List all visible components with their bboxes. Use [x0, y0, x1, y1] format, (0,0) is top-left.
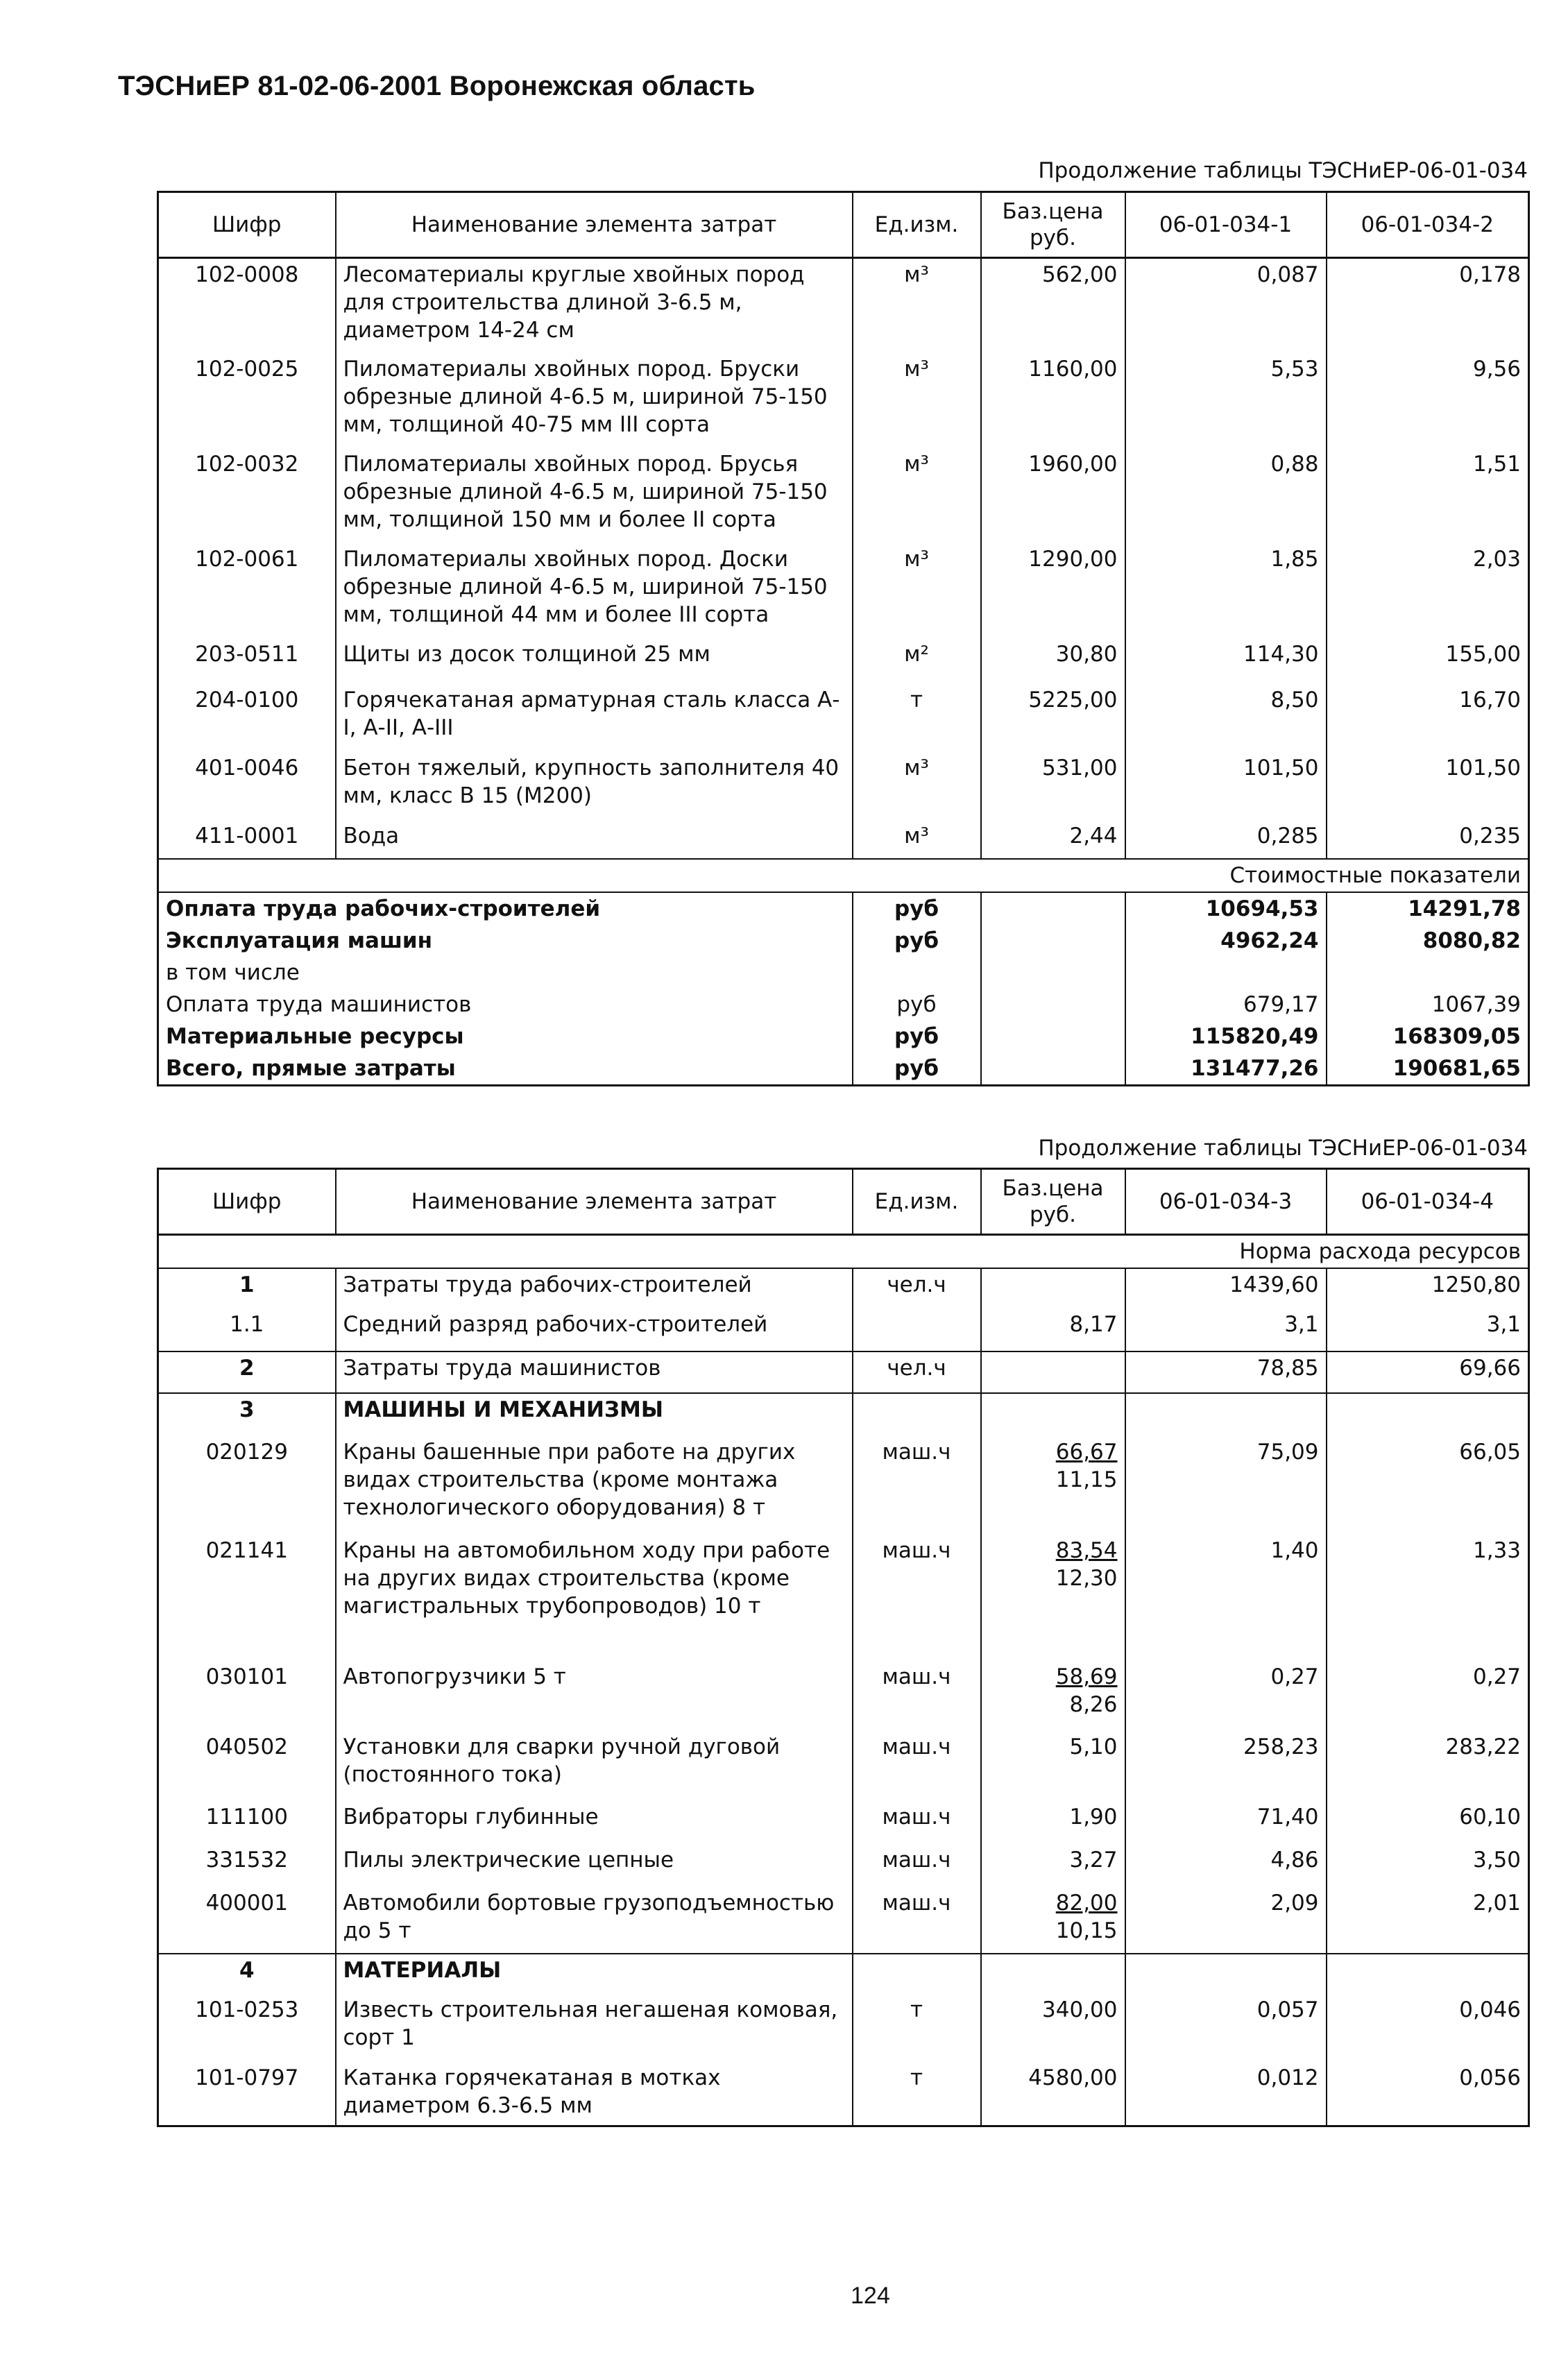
row-value-2: 0,046: [1459, 1997, 1521, 2022]
row-code: 3: [158, 1393, 336, 1436]
table-row: [158, 1801, 1529, 1844]
row-value-1: 0,087: [1125, 258, 1327, 353]
summary-value-2: [1327, 957, 1529, 989]
col-unit-header: Ед.изм.: [853, 1169, 981, 1235]
row-value-2: 69,66: [1327, 1351, 1529, 1393]
summary-label: Оплата труда рабочих-строителей: [158, 892, 853, 925]
row-price: [981, 1268, 1125, 1308]
row-price: 4580,00: [981, 2062, 1125, 2126]
row-name: Вибраторы глубинные: [336, 1801, 853, 1844]
table-row: [158, 1844, 1529, 1887]
price-operator-wage: 8,26: [1069, 1692, 1118, 1717]
price-operator-wage: 12,30: [1055, 1566, 1118, 1591]
row-value-2: 155,00: [1445, 641, 1521, 667]
row-value-2: 9,56: [1472, 356, 1521, 382]
col-unit-header: Ед.изм.: [853, 192, 981, 258]
row-name: Затраты труда машинистов: [336, 1351, 853, 1393]
row-price: [981, 1887, 1125, 1954]
row-name: Известь строительная негашеная комовая, сорт 1: [336, 1994, 853, 2062]
row-price: 2,44: [981, 820, 1125, 859]
row-unit: т: [853, 1994, 981, 2062]
row-code: 4: [158, 1954, 336, 1994]
row-value-1: 0,285: [1125, 820, 1327, 859]
summary-value-1: 10694,53: [1125, 892, 1327, 925]
col-v1-header: 06-01-034-1: [1125, 192, 1327, 258]
row-code: 101-0797: [158, 2062, 336, 2126]
summary-price: [981, 892, 1125, 925]
row-value-1: 0,88: [1125, 448, 1327, 543]
price-base: 82,00: [1055, 1891, 1118, 1916]
row-unit: [853, 1954, 981, 1994]
summary-row: [158, 989, 1529, 1021]
row-name: Краны на автомобильном ходу при работе на других видах строительства (кроме магистральных трубопроводов) 10 т: [336, 1535, 853, 1661]
summary-unit: руб: [853, 925, 981, 957]
row-price: 1290,00: [981, 543, 1125, 638]
price-base: 66,67: [1055, 1440, 1118, 1465]
summary-row: [158, 925, 1529, 957]
summary-value-2: 168309,05: [1392, 1023, 1521, 1049]
row-unit: маш.ч: [853, 1731, 981, 1801]
row-name: Катанка горячекатаная в мотках диаметром 6.3-6.5 мм: [336, 2062, 853, 2126]
row-price: 562,00: [981, 258, 1125, 353]
row-value-2: 3,50: [1472, 1848, 1521, 1873]
col-code-header: Шифр: [158, 192, 336, 258]
summary-row: [158, 1052, 1529, 1086]
row-value-1: 3,1: [1125, 1308, 1327, 1351]
row-unit: маш.ч: [853, 1844, 981, 1887]
row-value-1: 1439,60: [1125, 1268, 1327, 1308]
summary-price: [981, 1021, 1125, 1052]
table1-header-row: [158, 192, 1529, 258]
row-price: [981, 1535, 1125, 1661]
row-name: Затраты труда рабочих-строителей: [336, 1268, 853, 1308]
row-value-1: [1125, 1954, 1327, 1994]
row-unit: м³: [853, 820, 981, 859]
row-price: 531,00: [981, 752, 1125, 820]
row-price: [981, 1661, 1125, 1731]
group-header-row: [158, 1954, 1529, 1994]
summary-value-2: 14291,78: [1327, 892, 1529, 925]
summary-price: [981, 1052, 1125, 1086]
col-price-header: Баз.цена руб.: [981, 192, 1125, 258]
row-unit: м³: [853, 353, 981, 448]
row-code: 102-0032: [158, 448, 336, 543]
summary-value-2: 8080,82: [1422, 928, 1521, 953]
row-value-1: 1,85: [1125, 543, 1327, 638]
row-value-2: 1,33: [1472, 1538, 1521, 1563]
row-value-1: 5,53: [1125, 353, 1327, 448]
row-code: 101-0253: [158, 1994, 336, 2062]
row-value-1: 0,27: [1125, 1661, 1327, 1731]
row-value-2: 0,056: [1459, 2065, 1521, 2090]
summary-value-1: 131477,26: [1125, 1052, 1327, 1086]
summary-value-1: 679,17: [1125, 989, 1327, 1021]
row-unit: маш.ч: [853, 1661, 981, 1731]
row-name: Горячекатаная арматурная сталь класса А-I, А-II, А-III: [336, 684, 853, 752]
col-name-header: Наименование элемента затрат: [336, 1169, 853, 1235]
row-unit: т: [853, 2062, 981, 2126]
col-v2-header: 06-01-034-4: [1327, 1169, 1529, 1235]
row-value-2: 0,178: [1459, 262, 1521, 287]
row-price: 30,80: [981, 638, 1125, 684]
summary-unit: руб: [853, 1021, 981, 1052]
table-row: [158, 543, 1529, 638]
row-price: [981, 1436, 1125, 1535]
summary-unit: руб: [853, 892, 981, 925]
summary-row: [158, 1021, 1529, 1052]
row-value-2: 2,01: [1472, 1891, 1521, 1916]
row-name: Автопогрузчики 5 т: [336, 1661, 853, 1731]
row-code: 204-0100: [158, 684, 336, 752]
row-code: 102-0025: [158, 353, 336, 448]
row-value-1: 114,30: [1125, 638, 1327, 684]
summary-unit: руб: [853, 989, 981, 1021]
row-name: Щиты из досок толщиной 25 мм: [336, 638, 853, 684]
row-name: Пиломатериалы хвойных пород. Бруски обрезные длиной 4-6.5 м, шириной 75-150 мм, толщиной 40-75 мм III сорта: [336, 353, 853, 448]
row-unit: маш.ч: [853, 1887, 981, 1954]
row-name: Бетон тяжелый, крупность заполнителя 40 мм, класс В 15 (М200): [336, 752, 853, 820]
row-value-2: 101,50: [1445, 755, 1521, 781]
row-value-1: 8,50: [1125, 684, 1327, 752]
row-code: 020129: [158, 1436, 336, 1535]
summary-price: [981, 957, 1125, 989]
row-value-2: [1327, 1393, 1529, 1436]
row-price: [981, 1393, 1125, 1436]
row-unit: маш.ч: [853, 1801, 981, 1844]
table-row: [158, 638, 1529, 684]
row-name: Средний разряд рабочих-строителей: [336, 1308, 853, 1351]
summary-label: Эксплуатация машин: [158, 925, 853, 957]
row-value-1: 71,40: [1125, 1801, 1327, 1844]
row-unit: маш.ч: [853, 1535, 981, 1661]
col-v2-header: 06-01-034-2: [1327, 192, 1529, 258]
table-row: [158, 1308, 1529, 1351]
row-value-2: 283,22: [1445, 1734, 1521, 1759]
row-name: Пиломатериалы хвойных пород. Доски обрезные длиной 4-6.5 м, шириной 75-150 мм, толщиной 44 мм и более III сорта: [336, 543, 853, 638]
price-operator-wage: 11,15: [1055, 1467, 1118, 1492]
row-price: 3,27: [981, 1844, 1125, 1887]
table-row: [158, 1268, 1529, 1308]
row-value-1: 4,86: [1125, 1844, 1327, 1887]
table-row: [158, 1535, 1529, 1661]
summary-row: [158, 892, 1529, 925]
row-unit: чел.ч: [853, 1268, 981, 1308]
summary-value-1: 115820,49: [1125, 1021, 1327, 1052]
row-unit: т: [853, 684, 981, 752]
row-value-2: 0,235: [1459, 823, 1521, 848]
row-code: 030101: [158, 1661, 336, 1731]
summary-price: [981, 989, 1125, 1021]
row-value-2: 60,10: [1459, 1805, 1521, 1830]
row-price: 1160,00: [981, 353, 1125, 448]
row-value-1: 2,09: [1125, 1887, 1327, 1954]
row-price: 8,17: [981, 1308, 1125, 1351]
row-code: 021141: [158, 1535, 336, 1661]
table-row: [158, 448, 1529, 543]
table-row: [158, 1661, 1529, 1731]
row-unit: [853, 1393, 981, 1436]
row-name: Пиломатериалы хвойных пород. Брусья обрезные длиной 4-6.5 м, шириной 75-150 мм, толщиной 150 мм и более II сорта: [336, 448, 853, 543]
price-operator-wage: 10,15: [1055, 1918, 1118, 1943]
row-code: 2: [158, 1351, 336, 1393]
row-value-2: 1250,80: [1431, 1272, 1521, 1297]
table-row: [158, 1887, 1529, 1954]
table-row: [158, 1731, 1529, 1801]
row-name: Краны башенные при работе на других видах строительства (кроме монтажа технологического оборудования) 8 т: [336, 1436, 853, 1535]
summary-value-2: 1067,39: [1431, 991, 1521, 1017]
table-row: [158, 752, 1529, 820]
price-base: 58,69: [1055, 1664, 1118, 1689]
table-row: [158, 353, 1529, 448]
row-value-1: [1125, 1393, 1327, 1436]
row-price: 5,10: [981, 1731, 1125, 1801]
row-code: 102-0061: [158, 543, 336, 638]
row-code: 401-0046: [158, 752, 336, 820]
row-code: 411-0001: [158, 820, 336, 859]
row-name: МАТЕРИАЛЫ: [336, 1954, 853, 1994]
table-row: [158, 820, 1529, 859]
section-row: [158, 1235, 1529, 1269]
table-row: [158, 684, 1529, 752]
row-value-2: 16,70: [1459, 687, 1521, 713]
summary-price: [981, 925, 1125, 957]
table-row: [158, 1436, 1529, 1535]
summary-row: [158, 957, 1529, 989]
row-value-1: 78,85: [1125, 1351, 1327, 1393]
row-unit: маш.ч: [853, 1436, 981, 1535]
summary-value-1: 4962,24: [1125, 925, 1327, 957]
row-value-1: 258,23: [1125, 1731, 1327, 1801]
col-name-header: Наименование элемента затрат: [336, 192, 853, 258]
row-value-1: 1,40: [1125, 1535, 1327, 1661]
row-price: 5225,00: [981, 684, 1125, 752]
resource-cost-table-1: [157, 191, 1530, 1086]
page-number: 124: [851, 2283, 890, 2309]
row-name: Установки для сварки ручной дуговой (постоянного тока): [336, 1731, 853, 1801]
row-value-1: 101,50: [1125, 752, 1327, 820]
table1-caption: Продолжение таблицы ТЭСНиЕР-06-01-034: [1038, 158, 1528, 183]
row-value-1: 75,09: [1125, 1436, 1327, 1535]
col-code-header: Шифр: [158, 1169, 336, 1235]
row-price: [981, 1954, 1125, 1994]
summary-label: Всего, прямые затраты: [158, 1052, 853, 1086]
summary-unit: руб: [853, 1052, 981, 1086]
table2-caption: Продолжение таблицы ТЭСНиЕР-06-01-034: [1038, 1136, 1528, 1161]
row-price: 340,00: [981, 1994, 1125, 2062]
document-title: ТЭСНиЕР 81-02-06-2001 Воронежская область: [118, 71, 756, 101]
row-unit: м³: [853, 258, 981, 353]
section-label: Стоимостные показатели: [158, 859, 1529, 892]
table-row: [158, 1351, 1529, 1393]
resource-cost-table-2: [157, 1168, 1530, 2127]
row-value-2: 66,05: [1459, 1440, 1521, 1465]
row-value-1: 0,012: [1125, 2062, 1327, 2126]
table-row: [158, 2062, 1529, 2126]
row-value-2: 0,27: [1472, 1664, 1521, 1689]
row-value-2: [1327, 1954, 1529, 1994]
summary-value-2: 190681,65: [1392, 1055, 1521, 1081]
group-header-row: [158, 1393, 1529, 1436]
price-base: 83,54: [1055, 1538, 1118, 1563]
row-code: 040502: [158, 1731, 336, 1801]
row-code: 203-0511: [158, 638, 336, 684]
row-unit: м³: [853, 752, 981, 820]
row-code: 102-0008: [158, 258, 336, 353]
row-name: МАШИНЫ И МЕХАНИЗМЫ: [336, 1393, 853, 1436]
row-value-2: 1,51: [1472, 451, 1521, 477]
section-label: Норма расхода ресурсов: [158, 1235, 1529, 1269]
row-price: 1,90: [981, 1801, 1125, 1844]
row-price: [981, 1351, 1125, 1393]
summary-label: в том числе: [158, 957, 853, 989]
row-code: 1.1: [158, 1308, 336, 1351]
row-code: 400001: [158, 1887, 336, 1954]
row-value-2: 2,03: [1472, 546, 1521, 572]
summary-value-1: [1125, 957, 1327, 989]
summary-label: Оплата труда машинистов: [158, 989, 853, 1021]
table-row: [158, 258, 1529, 353]
row-unit: м³: [853, 543, 981, 638]
row-name: Вода: [336, 820, 853, 859]
row-price: 1960,00: [981, 448, 1125, 543]
summary-unit: [853, 957, 981, 989]
row-code: 331532: [158, 1844, 336, 1887]
row-unit: [853, 1308, 981, 1351]
row-value-2: 3,1: [1486, 1312, 1521, 1337]
row-name: Пилы электрические цепные: [336, 1844, 853, 1887]
summary-label: Материальные ресурсы: [158, 1021, 853, 1052]
col-price-header: Баз.цена руб.: [981, 1169, 1125, 1235]
col-v1-header: 06-01-034-3: [1125, 1169, 1327, 1235]
table2-header-row: [158, 1169, 1529, 1235]
row-unit: чел.ч: [853, 1351, 981, 1393]
row-name: Автомобили бортовые грузоподъемностью до 5 т: [336, 1887, 853, 1954]
row-unit: м³: [853, 448, 981, 543]
table-row: [158, 1994, 1529, 2062]
row-value-1: 0,057: [1125, 1994, 1327, 2062]
row-unit: м²: [853, 638, 981, 684]
section-row: [158, 859, 1529, 892]
row-name: Лесоматериалы круглые хвойных пород для строительства длиной 3-6.5 м, диаметром 14-24 см: [336, 258, 853, 353]
row-code: 1: [158, 1268, 336, 1308]
row-code: 111100: [158, 1801, 336, 1844]
